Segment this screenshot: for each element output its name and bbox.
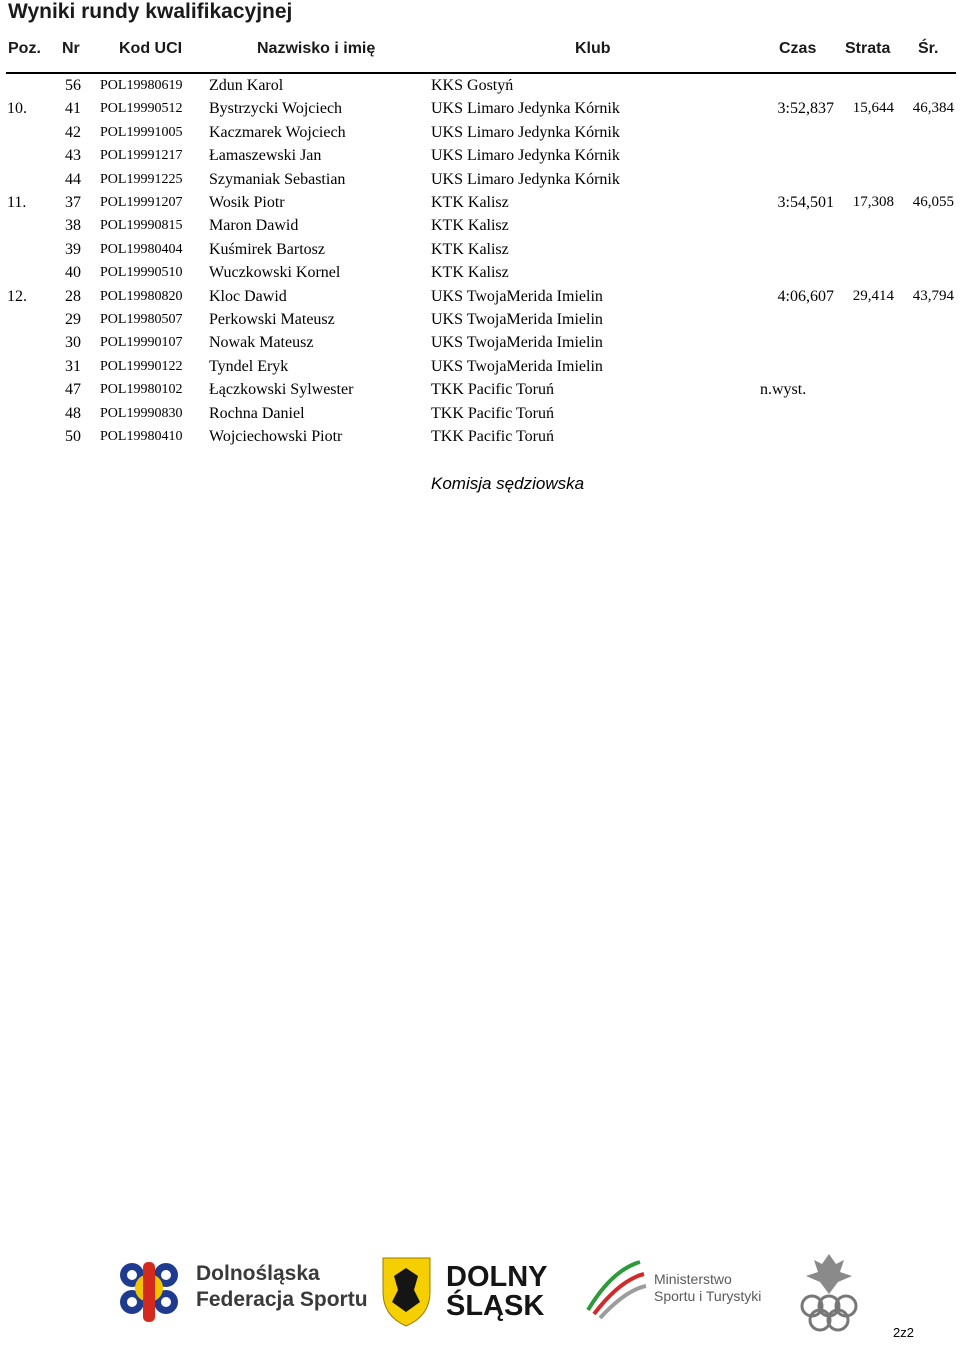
table-row bbox=[0, 331, 960, 354]
ministry-ribbon-icon bbox=[588, 1262, 646, 1318]
cell-club: UKS TwojaMerida Imielin bbox=[431, 287, 603, 305]
header-name: Nazwisko i imię bbox=[257, 40, 376, 57]
cell-rider-name: Kaczmarek Wojciech bbox=[209, 123, 346, 141]
cell-loss: 15,644 bbox=[852, 100, 894, 117]
header-sr: Śr. bbox=[918, 40, 939, 57]
cell-loss: 17,308 bbox=[852, 194, 894, 210]
cell-rider-name: Rochna Daniel bbox=[209, 404, 305, 422]
cell-avg-speed: 46,055 bbox=[912, 194, 954, 210]
cell-rider-name: Łamaszewski Jan bbox=[209, 147, 322, 165]
silesia-eagle-shield-icon bbox=[383, 1258, 430, 1326]
olympic-committee-logo bbox=[802, 1254, 856, 1330]
cell-avg-speed: 43,794 bbox=[912, 287, 954, 304]
cell-time: 4:06,607 bbox=[777, 287, 834, 305]
cell-uci-code: POL19990512 bbox=[100, 101, 183, 117]
header-club: Klub bbox=[575, 40, 611, 57]
cell-number: 41 bbox=[65, 100, 81, 118]
cell-number: 37 bbox=[65, 194, 81, 211]
cell-uci-code: POL19991225 bbox=[100, 171, 183, 187]
table-row bbox=[0, 308, 960, 331]
cell-rider-name: Perkowski Mateusz bbox=[209, 311, 335, 328]
cell-rider-name: Szymaniak Sebastian bbox=[209, 170, 346, 188]
cell-club: UKS Limaro Jedynka Kórnik bbox=[431, 170, 620, 188]
cell-number: 38 bbox=[65, 217, 81, 235]
cell-number: 28 bbox=[65, 287, 81, 305]
page-number: 2z2 bbox=[893, 1325, 914, 1340]
cell-club: KTK Kalisz bbox=[431, 240, 509, 258]
table-row bbox=[0, 355, 960, 378]
cell-club: UKS Limaro Jedynka Kórnik bbox=[431, 147, 620, 165]
cell-time: n.wyst. bbox=[760, 381, 807, 399]
cell-uci-code: POL19990815 bbox=[100, 218, 183, 234]
table-row bbox=[0, 74, 960, 97]
cell-uci-code: POL19991005 bbox=[100, 124, 183, 140]
cell-club: TKK Pacific Toruń bbox=[431, 404, 554, 422]
cell-rider-name: Tyndel Eryk bbox=[209, 357, 289, 375]
cell-uci-code: POL19991207 bbox=[100, 195, 183, 210]
table-row bbox=[0, 97, 960, 120]
cell-rider-name: Bystrzycki Wojciech bbox=[209, 100, 343, 118]
cell-uci-code: POL19980404 bbox=[100, 241, 183, 257]
table-row bbox=[0, 285, 960, 308]
dfs-logo bbox=[120, 1262, 368, 1322]
cell-number: 30 bbox=[65, 334, 81, 352]
cell-number: 48 bbox=[65, 404, 81, 422]
cell-position: 12. bbox=[7, 287, 27, 305]
cell-number: 56 bbox=[65, 77, 81, 94]
dfs-emblem-icon bbox=[120, 1262, 178, 1322]
cell-uci-code: POL19990107 bbox=[100, 335, 183, 351]
table-row bbox=[0, 238, 960, 261]
cell-rider-name: Maron Dawid bbox=[209, 217, 299, 235]
olympic-rings-icon bbox=[802, 1296, 856, 1330]
table-row bbox=[0, 144, 960, 167]
cell-number: 43 bbox=[65, 147, 81, 165]
cell-club: KTK Kalisz bbox=[431, 264, 509, 282]
cell-rider-name: Wosik Piotr bbox=[209, 194, 285, 211]
cell-rider-name: Zdun Karol bbox=[209, 77, 284, 94]
header-strata: Strata bbox=[845, 40, 891, 57]
header-nr: Nr bbox=[62, 40, 80, 57]
cell-club: UKS TwojaMerida Imielin bbox=[431, 311, 603, 328]
cell-number: 47 bbox=[65, 381, 81, 399]
cell-avg-speed: 46,384 bbox=[912, 100, 954, 117]
ds-text-2: ŚLĄSK bbox=[446, 1290, 545, 1322]
cell-club: UKS Limaro Jedynka Kórnik bbox=[431, 100, 620, 118]
cell-rider-name: Nowak Mateusz bbox=[209, 334, 314, 352]
cell-club: KTK Kalisz bbox=[431, 217, 509, 235]
cell-club: TKK Pacific Toruń bbox=[431, 381, 554, 399]
dfs-text-2: Federacja Sportu bbox=[196, 1288, 368, 1311]
dolny-slask-logo bbox=[383, 1258, 548, 1326]
cell-uci-code: POL19980410 bbox=[100, 429, 183, 444]
cell-time: 3:52,837 bbox=[777, 100, 834, 118]
cell-uci-code: POL19980507 bbox=[100, 312, 183, 327]
cell-club: KKS Gostyń bbox=[431, 77, 514, 94]
header-time: Czas bbox=[779, 40, 817, 57]
cell-number: 50 bbox=[65, 428, 81, 445]
cell-number: 31 bbox=[65, 357, 81, 375]
cell-uci-code: POL19980102 bbox=[100, 382, 183, 398]
cell-uci-code: POL19980619 bbox=[100, 78, 183, 93]
table-row bbox=[0, 402, 960, 425]
cell-club: TKK Pacific Toruń bbox=[431, 428, 554, 445]
sponsor-logos bbox=[0, 1240, 960, 1342]
cell-number: 42 bbox=[65, 123, 81, 141]
cell-uci-code: POL19991217 bbox=[100, 148, 183, 164]
cell-loss: 29,414 bbox=[852, 287, 894, 304]
cell-position: 10. bbox=[7, 100, 27, 118]
cell-number: 29 bbox=[65, 311, 81, 328]
cell-number: 44 bbox=[65, 170, 81, 188]
table-row bbox=[0, 191, 960, 214]
table-row bbox=[0, 261, 960, 284]
cell-number: 40 bbox=[65, 264, 81, 282]
table-row bbox=[0, 121, 960, 144]
cell-club: UKS TwojaMerida Imielin bbox=[431, 334, 603, 352]
table-row bbox=[0, 425, 960, 448]
ds-text-1: DOLNY bbox=[446, 1261, 548, 1293]
table-row bbox=[0, 378, 960, 401]
eagle-icon bbox=[806, 1254, 852, 1294]
cell-rider-name: Wuczkowski Kornel bbox=[209, 264, 341, 282]
header-poz: Poz. bbox=[8, 40, 41, 57]
table-row bbox=[0, 168, 960, 191]
ministry-text-1: Ministerstwo bbox=[654, 1271, 732, 1287]
commission-label: Komisja sędziowska bbox=[431, 474, 585, 493]
cell-club: UKS Limaro Jedynka Kórnik bbox=[431, 123, 620, 141]
header-uci: Kod UCI bbox=[119, 40, 183, 57]
table-row bbox=[0, 214, 960, 237]
cell-rider-name: Łączkowski Sylwester bbox=[209, 381, 354, 399]
cell-uci-code: POL19990122 bbox=[100, 358, 183, 374]
cell-uci-code: POL19980820 bbox=[100, 288, 183, 304]
ministry-text-2: Sportu i Turystyki bbox=[654, 1288, 762, 1304]
cell-club: KTK Kalisz bbox=[431, 194, 509, 211]
cell-rider-name: Wojciechowski Piotr bbox=[209, 428, 343, 445]
page-title: Wyniki rundy kwalifikacyjnej bbox=[8, 0, 293, 23]
cell-time: 3:54,501 bbox=[777, 194, 834, 211]
cell-rider-name: Kuśmirek Bartosz bbox=[209, 240, 325, 258]
cell-uci-code: POL19990510 bbox=[100, 265, 183, 281]
ministry-logo bbox=[588, 1262, 761, 1318]
cell-uci-code: POL19990830 bbox=[100, 405, 183, 421]
dfs-text-1: Dolnośląska bbox=[196, 1262, 320, 1285]
cell-club: UKS TwojaMerida Imielin bbox=[431, 357, 603, 375]
cell-rider-name: Kloc Dawid bbox=[209, 287, 287, 305]
cell-position: 11. bbox=[7, 194, 27, 211]
cell-number: 39 bbox=[65, 240, 81, 258]
